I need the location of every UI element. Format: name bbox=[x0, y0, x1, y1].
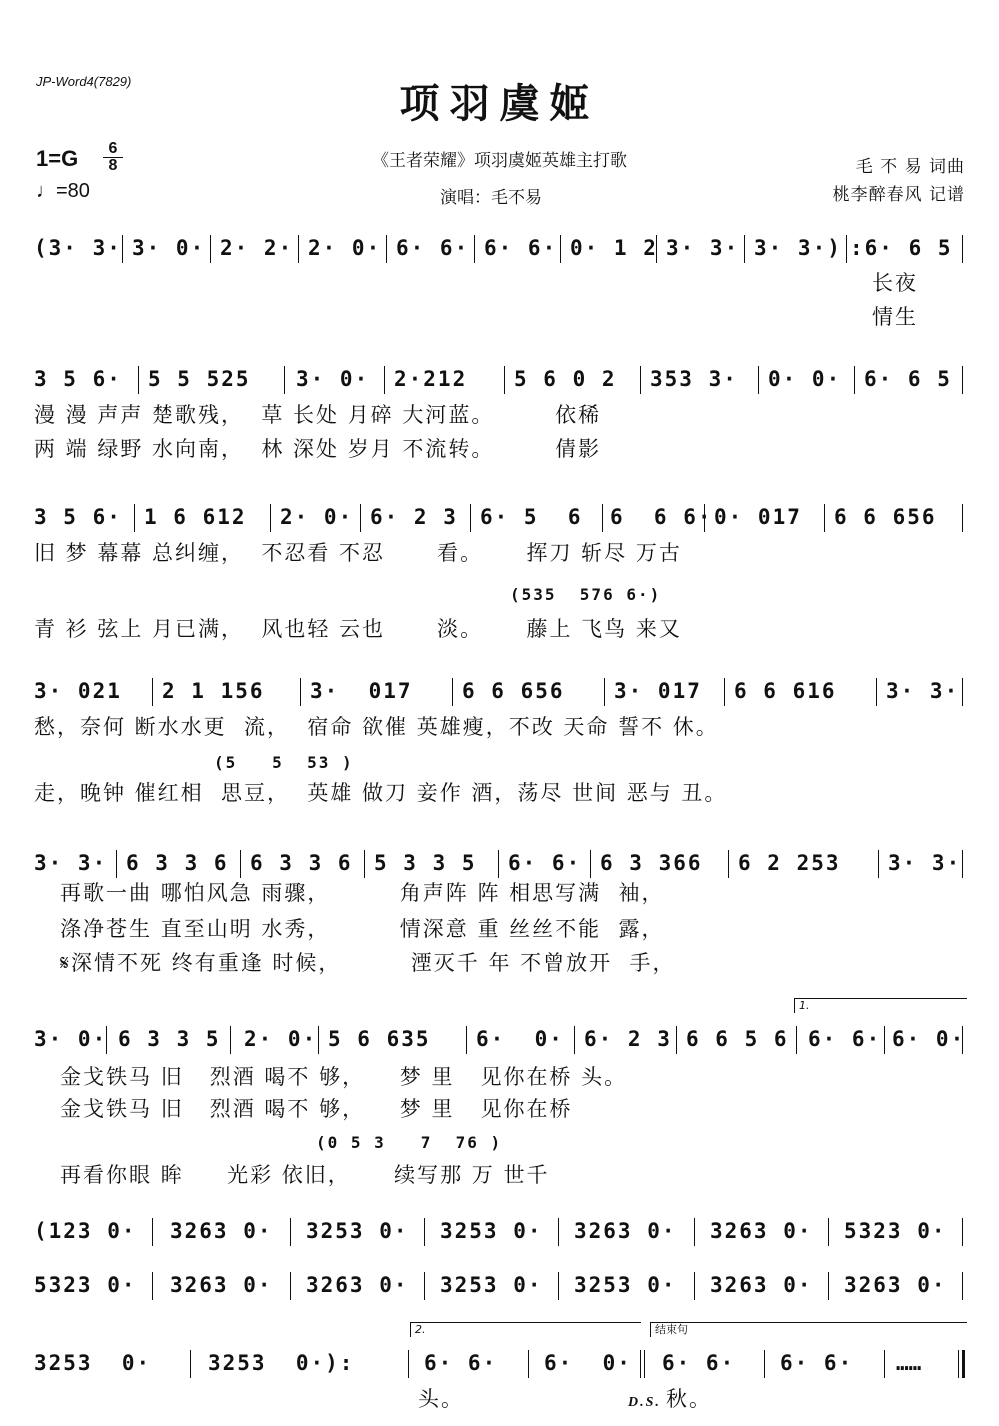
measure: 3263 0· bbox=[306, 1273, 409, 1297]
song-title: 项羽虞姬 bbox=[399, 81, 600, 127]
music-row-6 bbox=[34, 1024, 966, 1054]
music-row-5 bbox=[34, 848, 966, 878]
measure: 6· 6· bbox=[662, 1351, 736, 1375]
measure: 3· 3· bbox=[886, 679, 960, 703]
measure: 3253 0· bbox=[440, 1273, 543, 1297]
lyric-line: 青 衫 弦上 月已满， 风也轻 云也 淡。 藤上 飞鸟 来又 bbox=[34, 617, 682, 641]
measure: 6· 6· bbox=[484, 236, 558, 260]
measure: 6· 6· bbox=[396, 236, 470, 260]
measure: 3· 3· bbox=[666, 236, 740, 260]
time-signature-top: 6 bbox=[108, 140, 118, 157]
lyric-line: 漫 漫 声声 楚歌残， 草 长处 月碎 大河蓝。 依稀 bbox=[34, 403, 602, 427]
lyric-line: 再看你眼 眸 光彩 依旧， 续写那 万 世千 bbox=[34, 1163, 550, 1187]
measure: 3· 017 bbox=[310, 679, 413, 703]
singer-credit: 演唱：毛不易 bbox=[440, 188, 542, 208]
measure: 6· 0· bbox=[544, 1351, 632, 1375]
measure: 3253 0· bbox=[34, 1351, 152, 1375]
lyric-line: 情生 bbox=[872, 305, 918, 329]
lyric-line: 走，晚钟 催红相 思豆， 英雄 做刀 妾作 酒，荡尽 世间 恶与 丑。 bbox=[34, 781, 728, 805]
measure: 6 3 3 5 bbox=[118, 1027, 221, 1051]
score-id: JP-Word4(7829) bbox=[36, 74, 132, 89]
music-row-2 bbox=[34, 364, 966, 394]
measure: 6· 0· bbox=[892, 1027, 966, 1051]
measure: (123 0· bbox=[34, 1219, 137, 1243]
measure: 6 6 656 bbox=[834, 505, 937, 529]
measure: 6· 6· bbox=[808, 1027, 882, 1051]
measure: 6· 2 3 bbox=[584, 1027, 672, 1051]
measure: 6 6 6· bbox=[610, 505, 713, 529]
lyric-line: 金戈铁马 旧 烈酒 喝不 够， 梦 里 见你在桥 头。 bbox=[34, 1065, 628, 1089]
measure: 2 1 156 bbox=[162, 679, 265, 703]
time-signature-bottom: 8 bbox=[108, 157, 118, 174]
lyric-line: 金戈铁马 旧 烈酒 喝不 够， 梦 里 见你在桥 bbox=[34, 1097, 573, 1121]
measure: 6 3 3 6 bbox=[250, 851, 353, 875]
measure: 5 6 0 2 bbox=[514, 367, 617, 391]
transcriber-credit: 桃李醉春风 记谱 bbox=[832, 185, 965, 205]
measure: (3· 3· bbox=[34, 236, 122, 260]
lyric-line: 旧 梦 幕幕 总纠缠， 不忍看 不忍 看。 挥刀 斩尽 万古 bbox=[34, 541, 682, 565]
measure: 3 5 6· bbox=[34, 505, 122, 529]
measure: :6· 6 5 bbox=[850, 236, 953, 260]
lyric-line: 头。 bbox=[418, 1387, 464, 1411]
measure: 3253 0· bbox=[574, 1273, 677, 1297]
fill-notation: (5 5 53 ) bbox=[214, 753, 354, 772]
measure: 5 5 525 bbox=[148, 367, 251, 391]
tempo-value: =80 bbox=[56, 180, 90, 202]
measure: 3263 0· bbox=[844, 1273, 947, 1297]
measure: …… bbox=[896, 1351, 922, 1375]
measure: 6· 6 5 bbox=[864, 367, 952, 391]
music-row-8 bbox=[34, 1270, 966, 1300]
measure: 3263 0· bbox=[170, 1219, 273, 1243]
measure: 6· 6· bbox=[508, 851, 582, 875]
measure: 3· 017 bbox=[614, 679, 702, 703]
lyric-line: 秋。 bbox=[666, 1387, 712, 1411]
coda-bracket: 结束句 bbox=[650, 1322, 967, 1337]
key-signature: 1=G bbox=[36, 146, 79, 171]
measure: 6· 6· bbox=[424, 1351, 498, 1375]
da-segno-mark: D.S. bbox=[628, 1395, 661, 1410]
first-ending-bracket: 1. bbox=[794, 998, 967, 1013]
lyric-line: 再歌一曲 哪怕风急 雨骤， 角声阵 阵 相思写满 袖， bbox=[34, 881, 665, 905]
measure: 3 5 6· bbox=[34, 367, 122, 391]
measure: 5 3 3 5 bbox=[374, 851, 477, 875]
fill-notation: (535 576 6·) bbox=[510, 585, 662, 604]
music-row-7 bbox=[34, 1216, 966, 1246]
measure: 3263 0· bbox=[574, 1219, 677, 1243]
second-ending-bracket: 2. bbox=[410, 1322, 641, 1337]
tempo-marking bbox=[36, 180, 90, 203]
measure: 3253 0·): bbox=[208, 1351, 355, 1375]
measure: 3263 0· bbox=[170, 1273, 273, 1297]
music-row-4 bbox=[34, 676, 966, 706]
measure: 1 6 612 bbox=[144, 505, 247, 529]
lyric-line: 长夜 bbox=[872, 271, 918, 295]
measure: 3· 0· bbox=[132, 236, 206, 260]
composer-credit: 毛 不 易 词曲 bbox=[855, 157, 965, 177]
measure: 6· 6· bbox=[780, 1351, 854, 1375]
measure: 3253 0· bbox=[306, 1219, 409, 1243]
measure: 3· 3· bbox=[34, 851, 108, 875]
music-row-3 bbox=[34, 502, 966, 532]
measure: 2· 0· bbox=[244, 1027, 318, 1051]
lyric-line: 愁，奈何 断水水更 流， 宿命 欲催 英雄瘦，不改 天命 誓不 休。 bbox=[34, 715, 719, 739]
measure: 2· 2· bbox=[220, 236, 294, 260]
lyric-line: 两 端 绿野 水向南， 林 深处 岁月 不流转。 倩影 bbox=[34, 437, 602, 461]
measure: 3263 0· bbox=[710, 1273, 813, 1297]
lyric-line: 涤净苍生 直至山明 水秀， 情深意 重 丝丝不能 露， bbox=[34, 917, 665, 941]
measure: 0· 0· bbox=[768, 367, 842, 391]
measure: 0· 017 bbox=[714, 505, 802, 529]
measure: 2·212 bbox=[394, 367, 468, 391]
measure: 3· 3· bbox=[888, 851, 962, 875]
measure: 2· 0· bbox=[280, 505, 354, 529]
measure: 353 3· bbox=[650, 367, 738, 391]
fill-notation: (0 5 3 7 76 ) bbox=[316, 1133, 503, 1152]
measure: 6 3 366 bbox=[600, 851, 703, 875]
measure: 3· 0· bbox=[296, 367, 370, 391]
measure: 0· 1 2 bbox=[570, 236, 658, 260]
measure: 3· 0· bbox=[34, 1027, 108, 1051]
measure: 6· 5 6 bbox=[480, 505, 583, 529]
measure: 3· 021 bbox=[34, 679, 122, 703]
measure: 6 6 656 bbox=[462, 679, 565, 703]
measure: 5323 0· bbox=[844, 1219, 947, 1243]
song-subtitle: 《王者荣耀》项羽虞姬英雄主打歌 bbox=[372, 151, 627, 171]
time-signature bbox=[103, 142, 123, 173]
measure: 5 6 635 bbox=[328, 1027, 431, 1051]
measure: 6 2 253 bbox=[738, 851, 841, 875]
measure: 3· 3·) bbox=[754, 236, 842, 260]
measure: 5323 0· bbox=[34, 1273, 137, 1297]
measure: 2· 0· bbox=[308, 236, 382, 260]
measure: 3253 0· bbox=[440, 1219, 543, 1243]
measure: 3263 0· bbox=[710, 1219, 813, 1243]
measure: 6· 0· bbox=[476, 1027, 564, 1051]
lyric-line: 𝄋深情不死 终有重逢 时候， 湮灭千 年 不曾放开 手， bbox=[34, 951, 676, 975]
music-row-1 bbox=[34, 233, 966, 263]
measure: 6· 2 3 bbox=[370, 505, 458, 529]
quarter-note-icon: ♩ bbox=[36, 180, 56, 202]
measure: 6 6 616 bbox=[734, 679, 837, 703]
measure: 6 6 5 6 bbox=[686, 1027, 789, 1051]
measure: 6 3 3 6 bbox=[126, 851, 229, 875]
music-row-9 bbox=[34, 1348, 966, 1378]
